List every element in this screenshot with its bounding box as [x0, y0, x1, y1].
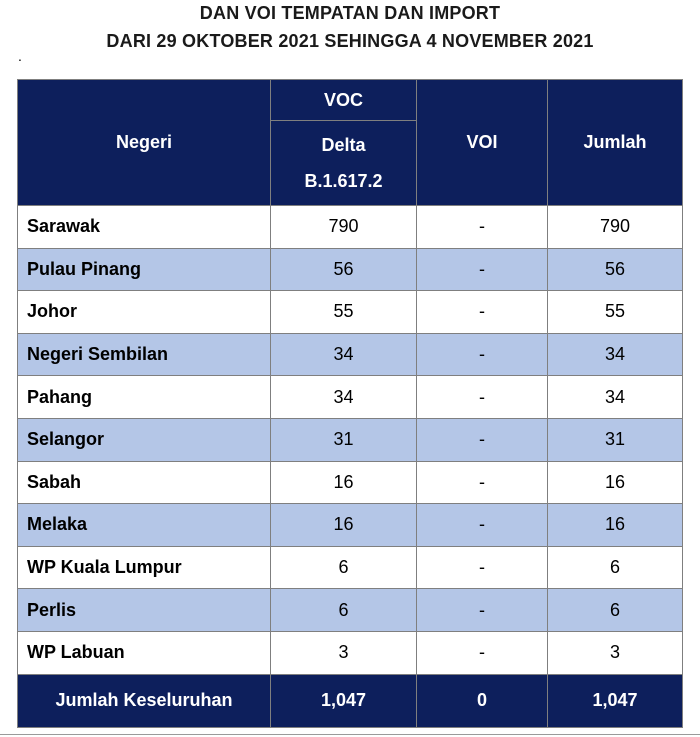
- cell-negeri: Perlis: [18, 589, 271, 632]
- cell-negeri: Johor: [18, 291, 271, 334]
- document-title-line1: DAN VOI TEMPATAN DAN IMPORT: [199, 3, 501, 23]
- cell-negeri: Melaka: [18, 504, 271, 547]
- cell-negeri: Selangor: [18, 418, 271, 461]
- cell-delta: 6: [271, 546, 417, 589]
- cell-voi: -: [417, 631, 548, 674]
- cell-negeri: Sarawak: [18, 206, 271, 249]
- cell-jumlah: 6: [548, 546, 683, 589]
- cell-delta: 55: [271, 291, 417, 334]
- variant-table: [17, 79, 683, 728]
- cell-delta: 34: [271, 333, 417, 376]
- cell-voi: -: [417, 291, 548, 334]
- cell-negeri: Pahang: [18, 376, 271, 419]
- table-row: [18, 631, 683, 674]
- cell-negeri: WP Labuan: [18, 631, 271, 674]
- cell-negeri: Negeri Sembilan: [18, 333, 271, 376]
- cell-negeri: WP Kuala Lumpur: [18, 546, 271, 589]
- table-row: [18, 206, 683, 249]
- cell-jumlah: 56: [548, 248, 683, 291]
- header-voc: VOC: [271, 80, 417, 121]
- table-row: [18, 248, 683, 291]
- table-row: [18, 418, 683, 461]
- cell-delta: 31: [271, 418, 417, 461]
- header-delta: [271, 121, 417, 206]
- total-row: [18, 674, 683, 727]
- cell-jumlah: 16: [548, 461, 683, 504]
- header-jumlah: Jumlah: [548, 80, 683, 206]
- table-body: [18, 206, 683, 675]
- table-footer: [18, 674, 683, 727]
- table-row: [18, 546, 683, 589]
- cell-delta: 34: [271, 376, 417, 419]
- cell-jumlah: 16: [548, 504, 683, 547]
- table-row: [18, 291, 683, 334]
- table-row: [18, 333, 683, 376]
- cell-voi: -: [417, 546, 548, 589]
- cell-delta: 6: [271, 589, 417, 632]
- cell-voi: -: [417, 461, 548, 504]
- cell-negeri: Sabah: [18, 461, 271, 504]
- total-delta: 1,047: [271, 674, 417, 727]
- header-negeri: Negeri: [18, 80, 271, 206]
- table-row: [18, 376, 683, 419]
- cell-voi: -: [417, 206, 548, 249]
- cell-voi: -: [417, 248, 548, 291]
- header-delta-line1: Delta: [321, 135, 366, 155]
- cell-jumlah: 55: [548, 291, 683, 334]
- cell-voi: -: [417, 589, 548, 632]
- total-label: Jumlah Keseluruhan: [18, 674, 271, 727]
- total-voi: 0: [417, 674, 548, 727]
- cell-voi: -: [417, 333, 548, 376]
- document-title-line2: DARI 29 OKTOBER 2021 SEHINGGA 4 NOVEMBER 2021: [106, 31, 594, 51]
- table-header: [18, 80, 683, 206]
- cell-delta: 790: [271, 206, 417, 249]
- table-row: [18, 589, 683, 632]
- cell-delta: 16: [271, 504, 417, 547]
- cell-voi: -: [417, 376, 548, 419]
- stray-dot: .: [18, 48, 22, 64]
- table-row: [18, 461, 683, 504]
- cell-jumlah: 31: [548, 418, 683, 461]
- total-jumlah: 1,047: [548, 674, 683, 727]
- cell-negeri: Pulau Pinang: [18, 248, 271, 291]
- table-row: [18, 504, 683, 547]
- header-voi: VOI: [417, 80, 548, 206]
- cell-jumlah: 3: [548, 631, 683, 674]
- bottom-divider: [0, 734, 700, 735]
- cell-jumlah: 34: [548, 333, 683, 376]
- cell-delta: 16: [271, 461, 417, 504]
- cell-jumlah: 6: [548, 589, 683, 632]
- header-delta-line2: B.1.617.2: [304, 171, 383, 191]
- cell-jumlah: 34: [548, 376, 683, 419]
- cell-jumlah: 790: [548, 206, 683, 249]
- cell-voi: -: [417, 418, 548, 461]
- cell-delta: 56: [271, 248, 417, 291]
- cell-delta: 3: [271, 631, 417, 674]
- cell-voi: -: [417, 504, 548, 547]
